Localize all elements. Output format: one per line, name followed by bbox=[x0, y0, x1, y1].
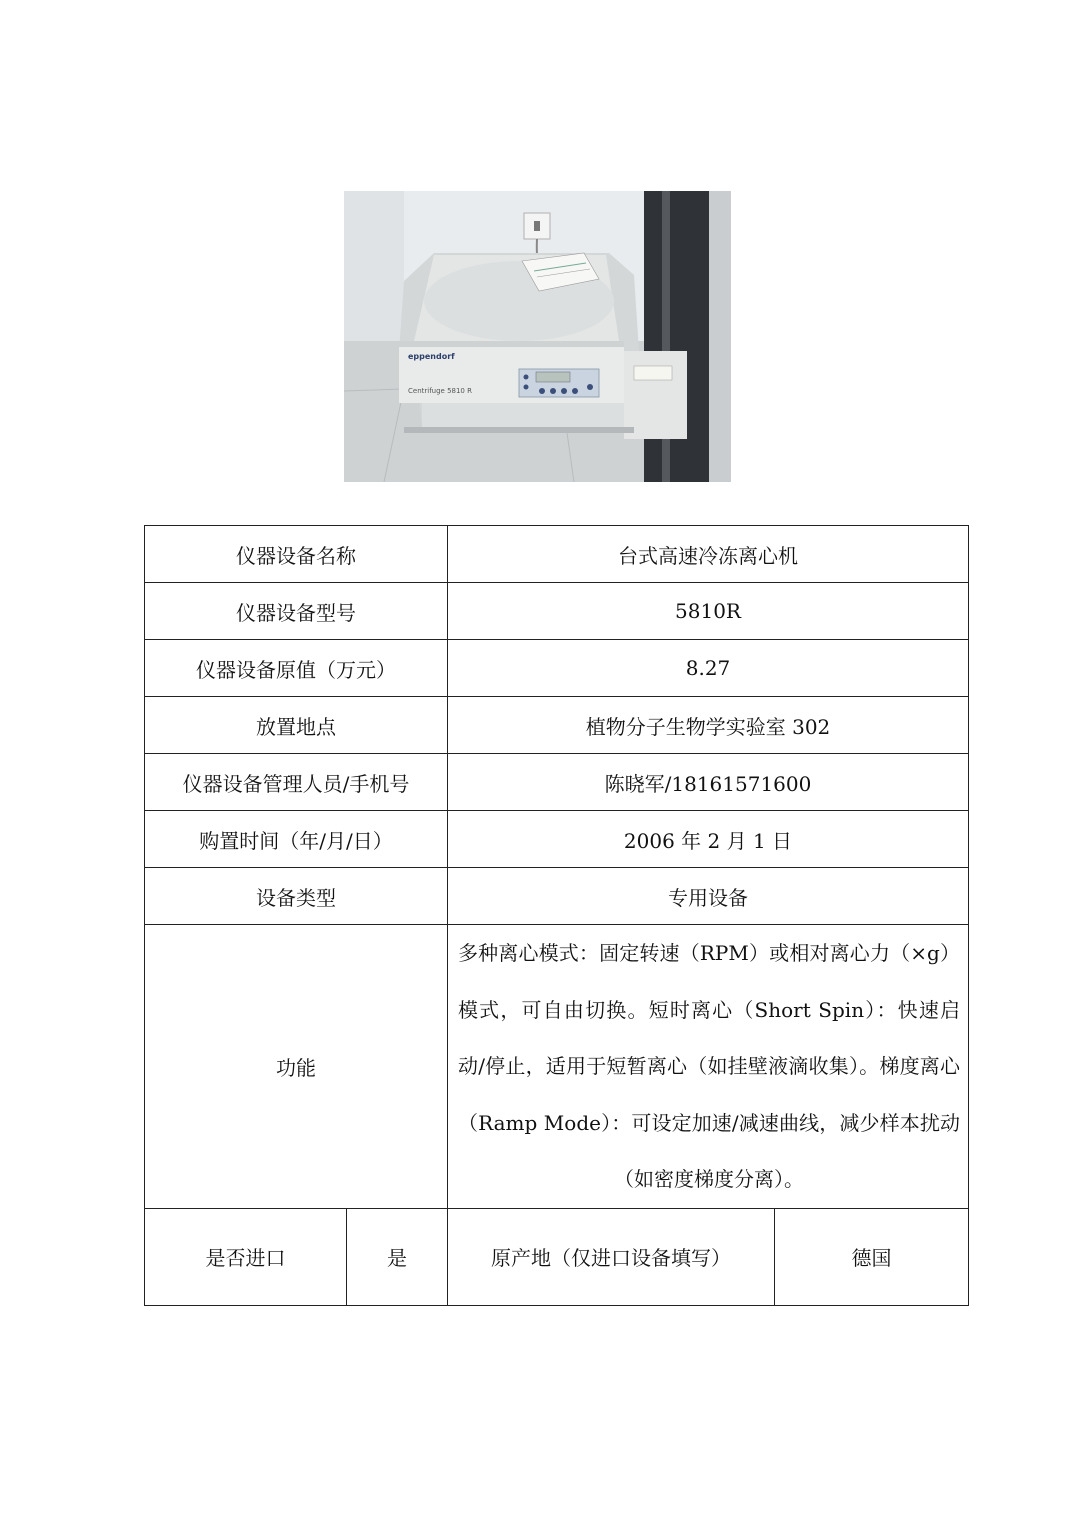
location-value: 植物分子生物学实验室 302 bbox=[448, 697, 969, 754]
location-label: 放置地点 bbox=[145, 697, 448, 754]
name-label: 仪器设备名称 bbox=[145, 526, 448, 583]
table-row bbox=[145, 526, 969, 583]
model-label-cell: 仪器设备型号 bbox=[145, 583, 448, 640]
brand-label: eppendorf bbox=[408, 352, 455, 361]
table-row bbox=[145, 1208, 969, 1305]
function-label: 功能 bbox=[145, 925, 448, 1209]
model-label: Centrifuge 5810 R bbox=[408, 387, 472, 395]
table-row bbox=[145, 754, 969, 811]
purchase-date-label: 购置时间（年/月/日） bbox=[145, 811, 448, 868]
table-row bbox=[145, 583, 969, 640]
purchase-date-value: 2006 年 2 月 1 日 bbox=[448, 811, 969, 868]
table-row bbox=[145, 697, 969, 754]
price-label: 仪器设备原值（万元） bbox=[145, 640, 448, 697]
equipment-photo bbox=[344, 191, 731, 482]
type-label: 设备类型 bbox=[145, 868, 448, 925]
table-row bbox=[145, 640, 969, 697]
manager-label: 仪器设备管理人员/手机号 bbox=[145, 754, 448, 811]
table-row bbox=[145, 925, 969, 1209]
import-value: 是 bbox=[347, 1208, 448, 1305]
function-value: 多种离心模式：固定转速（RPM）或相对离心力（×g）模式，可自由切换。短时离心（Short Spin）：快速启动/停止，适用于短暂离心（如挂壁液滴收集）。梯度离心（Ramp Mode）：可设定加速/减速曲线，减少样本扰动（如密度梯度分离）。 bbox=[448, 925, 969, 1209]
import-label: 是否进口 bbox=[145, 1208, 347, 1305]
price-value: 8.27 bbox=[448, 640, 969, 697]
name-value: 台式高速冷冻离心机 bbox=[448, 526, 969, 583]
origin-label: 原产地（仅进口设备填写） bbox=[448, 1208, 775, 1305]
model-value: 5810R bbox=[448, 583, 969, 640]
table-row bbox=[145, 811, 969, 868]
manager-value: 陈晓军/18161571600 bbox=[448, 754, 969, 811]
table-row bbox=[145, 868, 969, 925]
origin-value: 德国 bbox=[775, 1208, 969, 1305]
type-value: 专用设备 bbox=[448, 868, 969, 925]
equipment-info-table bbox=[144, 525, 969, 1306]
